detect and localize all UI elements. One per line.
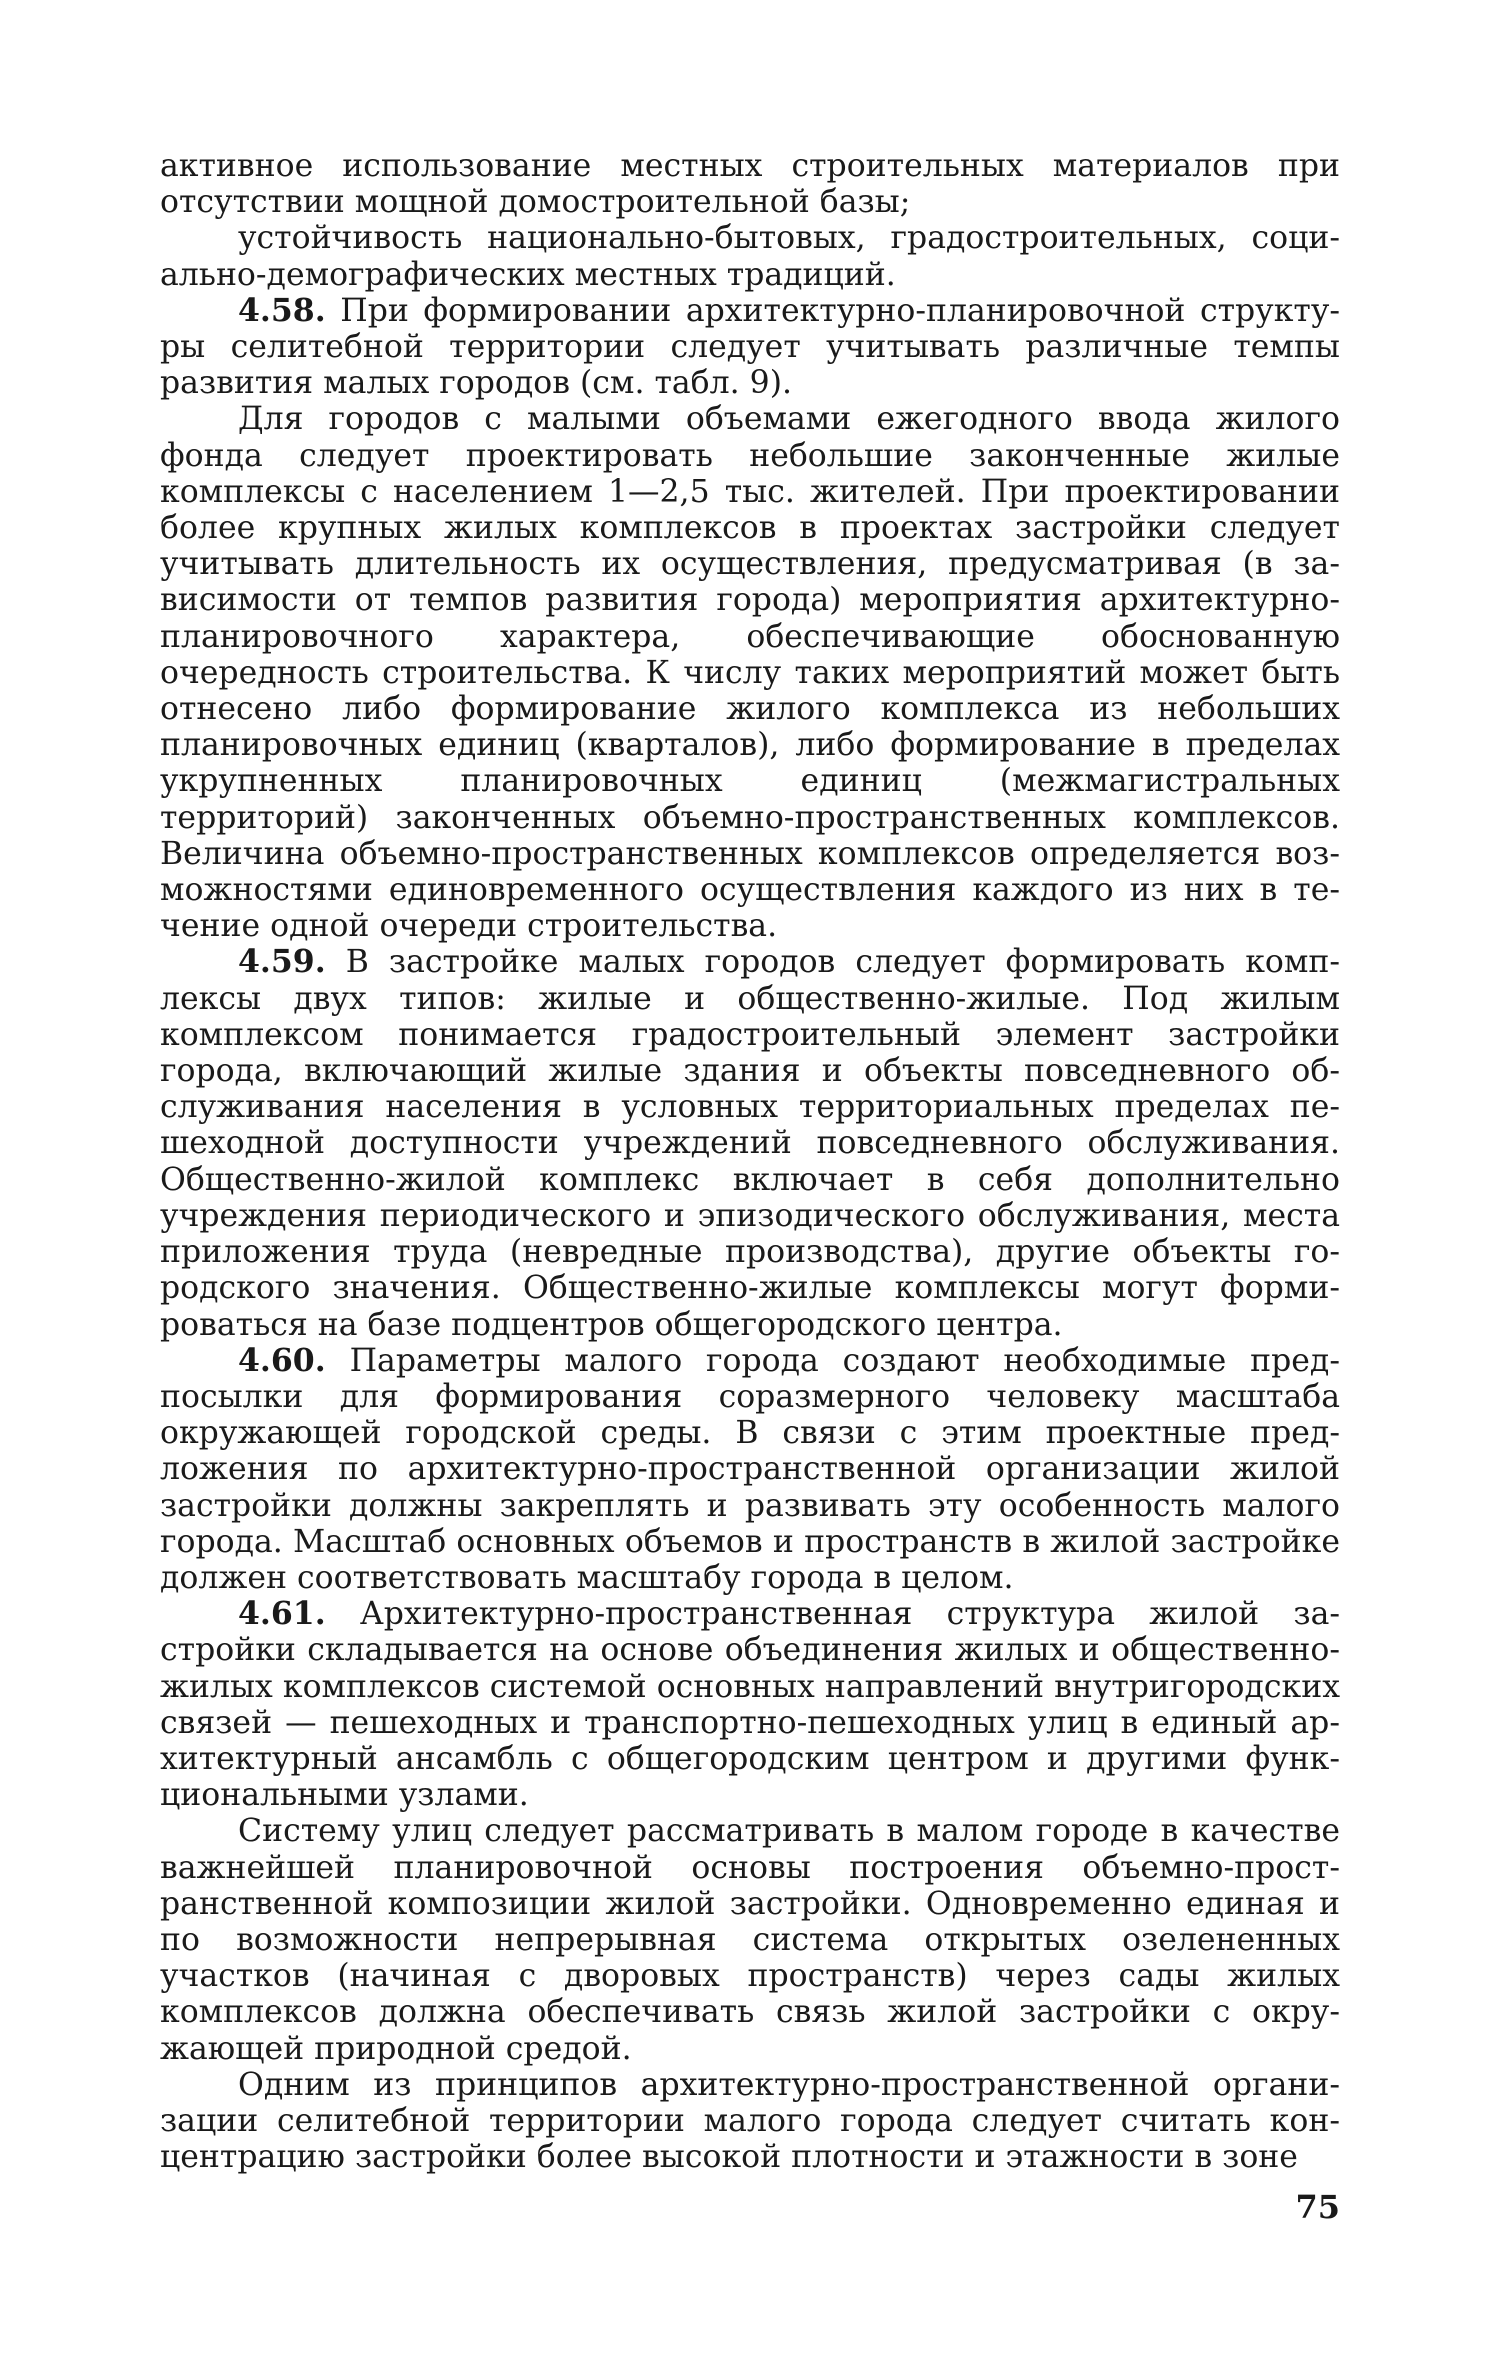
section-number: 4.59. [238, 943, 326, 981]
paragraph-text: устойчивость национально-бытовых, градостроительных, социально-демографических местных традиций. [160, 220, 1340, 293]
paragraph-continuation [160, 148, 1340, 220]
paragraph-text: Параметры малого города создают необходимые предпосылки для формирования соразмерного человеку масштаба окружающей городской среды. В связи с этим проектные предложения по архитектурно-пространственной организации жилой застройки должны закреплять и развивать эту особенность малого города. Масштаб основных объемов и пространств в жилой застройке должен соответствовать масштабу города в целом. [160, 1342, 1340, 1596]
paragraph [160, 220, 1340, 292]
paragraph-section-4-59 [160, 944, 1340, 1342]
paragraph-text: активное использование местных строительных материалов при отсутствии мощной домостроительной базы; [160, 148, 1340, 221]
paragraph-text: Систему улиц следует рассматривать в малом городе в качестве важнейшей планировочной основы построения объемно-пространственной композиции жилой застройки. Одновременно единая и по возможности непрерывная система открытых озелененных участков (начиная с дворовых пространств) через сады жилых комплексов должна обеспечивать связь жилой застройки с окружающей природной средой. [160, 1813, 1340, 2067]
page-body [160, 148, 1340, 2175]
paragraph-section-4-61 [160, 1596, 1340, 1813]
paragraph [160, 401, 1340, 944]
paragraph [160, 1813, 1340, 2066]
section-number: 4.60. [238, 1341, 326, 1379]
paragraph-section-4-60 [160, 1343, 1340, 1596]
paragraph-section-4-58 [160, 293, 1340, 402]
paragraph-text: Для городов с малыми объемами ежегодного ввода жилого фонда следует проектировать небольшие законченные жилые комплексы с населением 1—2,5 тыс. жителей. При проектировании более крупных жилых комплексов в проектах застройки следует учитывать длительность их осуществления, предусматривая (в зависимости от темпов развития города) мероприятия архитектурно-планировочного характера, обеспечивающие обоснованную очередность строительства. К числу таких мероприятий может быть отнесено либо формирование жилого комплекса из небольших планировочных единиц (кварталов), либо формирование в пределах укрупненных планировочных единиц (межмагистральных территорий) законченных объемно-пространственных комплексов. Величина объемно-пространственных комплексов определяется возможностями единовременного осуществления каждого из них в течение одной очереди строительства. [160, 401, 1340, 945]
page-number: 75 [1295, 2188, 1340, 2226]
paragraph-text: В застройке малых городов следует формировать комплексы двух типов: жилые и общественно-жилые. Под жилым комплексом понимается градостроительный элемент застройки города, включающий жилые здания и объекты повседневного обслуживания населения в условных территориальных пределах пешеходной доступности учреждений повседневного обслуживания. Общественно-жилой комплекс включает в себя дополнительно учреждения периодического и эпизодического обслуживания, места приложения труда (невредные производства), другие объекты городского значения. Общественно-жилые комплексы могут формироваться на базе подцентров общегородского центра. [160, 944, 1341, 1343]
paragraph-text: При формировании архитектурно-планировочной структуры селитебной территории следует учитывать различные темпы развития малых городов (см. табл. 9). [160, 292, 1341, 402]
section-number: 4.58. [238, 291, 326, 329]
paragraph-text: Одним из принципов архитектурно-пространственной организации селитебной территории малого города следует считать концентрацию застройки более высокой плотности и этажности в зоне [160, 2066, 1340, 2176]
paragraph [160, 2067, 1340, 2176]
section-number: 4.61. [238, 1595, 326, 1633]
paragraph-text: Архитектурно-пространственная структура жилой застройки складывается на основе объединения жилых и общественно-жилых комплексов системой основных направлений внутригородских связей — пешеходных и транспортно-пешеходных улиц в единый архитектурный ансамбль с общегородским центром и другими функциональными узлами. [160, 1596, 1341, 1814]
